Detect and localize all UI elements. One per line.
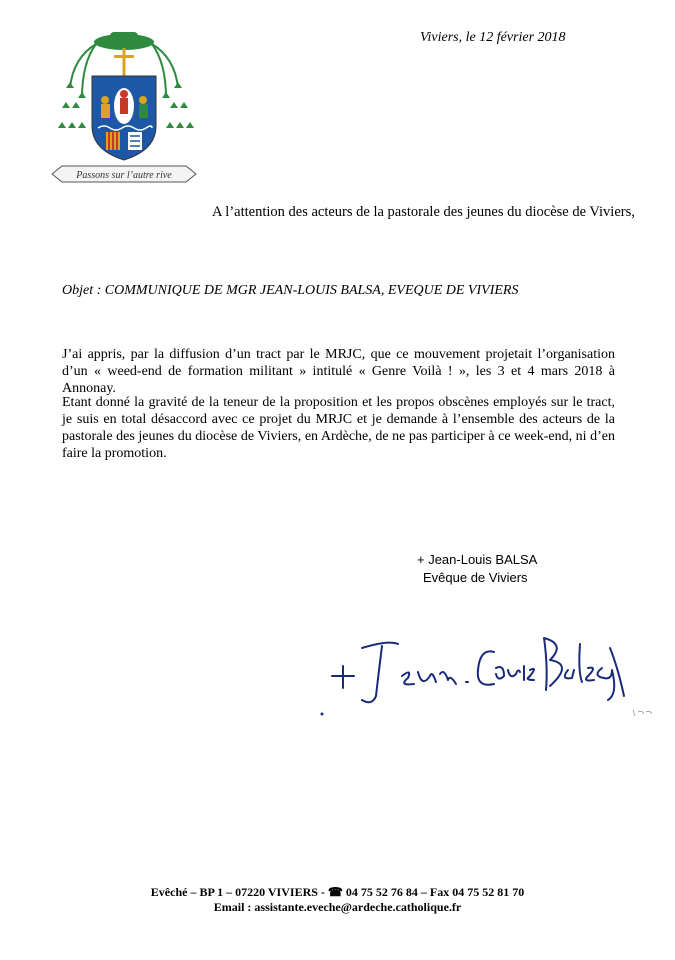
handwritten-signature (318, 618, 663, 728)
signature-text: + Jean Louis Balsa (318, 618, 326, 619)
coat-of-arms (48, 28, 200, 188)
subject-line: Objet : COMMUNIQUE DE MGR JEAN-LOUIS BALSA, EVEQUE DE VIVIERS (62, 283, 519, 298)
footer-address: Evêché – BP 1 – 07220 VIVIERS - (150, 885, 328, 899)
footer-address-line (0, 885, 675, 900)
phone-icon: ☎ (327, 885, 343, 899)
body-paragraph-2: Etant donné la gravité de la teneur de la proposition et les propos obscènes employés sur le tract, je suis en total désaccord avec ce projet du MRJC et je demande à l’ensemble des acteurs de la pastorale des jeunes du diocèse de Viviers, en Ardèche, de ne pas participer à ce week-end, ni d’en faire la promotion. (62, 395, 615, 461)
footer-email-line: Email : assistante.eveche@ardeche.catholique.fr (213, 900, 462, 914)
signatory-name: + Jean-Louis BALSA (417, 552, 538, 567)
motto-text: Passons sur l’autre rive (76, 170, 172, 181)
signatory-title: Evêque de Viviers (423, 570, 528, 585)
recipient-line: A l’attention des acteurs de la pastorale des jeunes du diocèse de Viviers, (212, 204, 635, 220)
footer-phone-fax: 04 75 52 76 84 – Fax 04 75 52 81 70 (342, 885, 525, 899)
body-paragraph-1: J’ai appris, par la diffusion d’un tract par le MRJC, que ce mouvement projetait l’organisation d’un « weed-end de formation militant » intitulé « Genre Voilà ! », les 3 et 4 mars 2018 à Annonay. (62, 347, 615, 396)
letter-date: Viviers, le 12 février 2018 (420, 30, 566, 45)
